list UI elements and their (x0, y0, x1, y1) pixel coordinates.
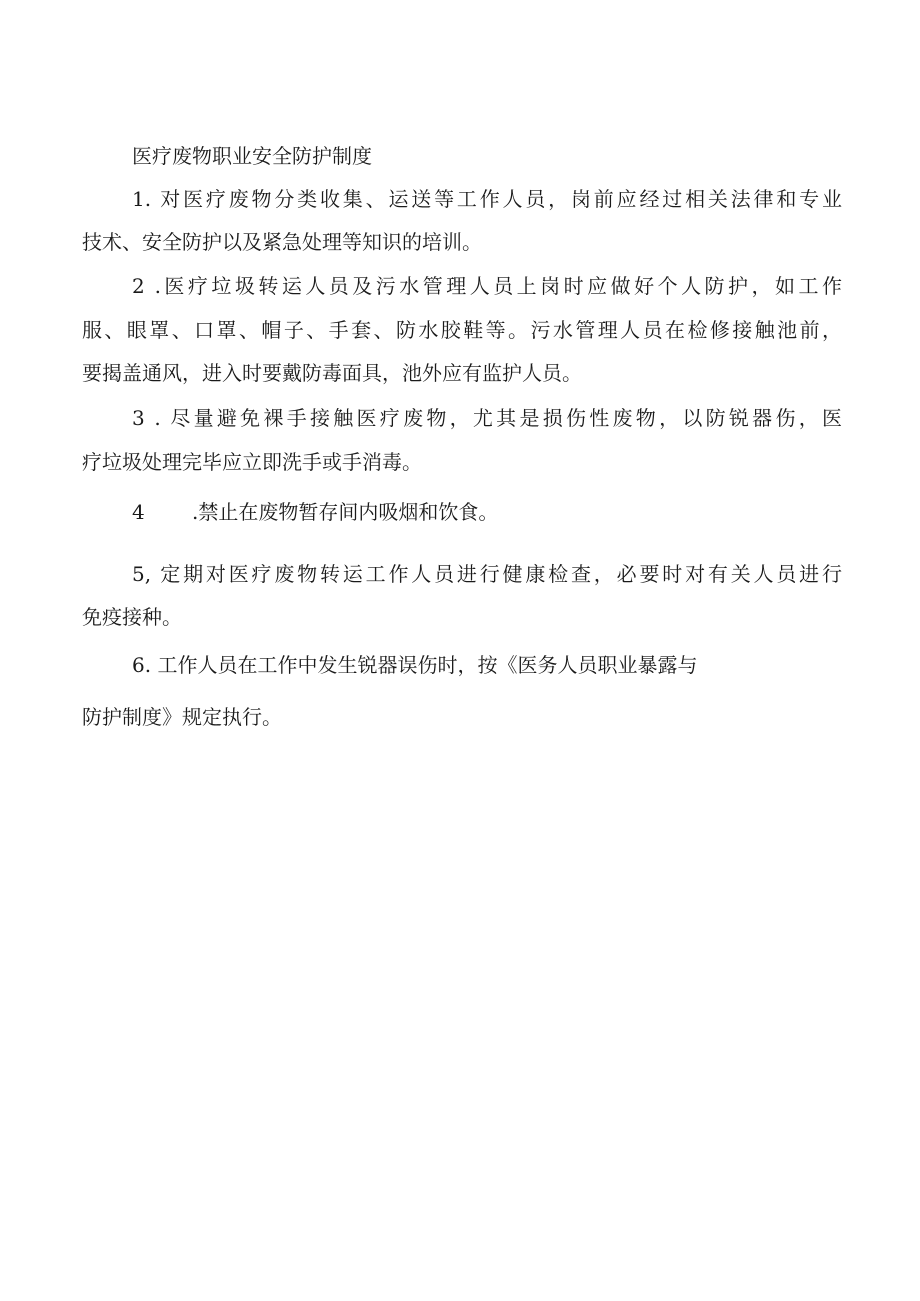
item-2-line-3: 要揭盖通风，进入时要戴防毒面具，池外应有监护人员。 (82, 361, 582, 385)
item-2-line-2: 服、眼罩、口罩、帽子、手套、防水胶鞋等。污水管理人员在检修接触池前， (82, 318, 842, 342)
item-5-line-1: 5, 定期对医疗废物转运工作人员进行健康检查，必要时对有关人员进行 (132, 562, 842, 586)
item-2-line-1: 2 .医疗垃圾转运人员及污水管理人员上岗时应做好个人防护，如工作 (132, 274, 842, 298)
item-4-line (132, 497, 842, 527)
document-title: 医疗废物职业安全防护制度 (132, 144, 372, 168)
item-1-line-2: 技术、安全防护以及紧急处理等知识的培训。 (82, 230, 482, 254)
item-4-number: 4 (132, 500, 145, 524)
item-6-line-1: 6. 工作人员在工作中发生锐器误伤时，按《医务人员职业暴露与 (132, 653, 698, 677)
item-6-line-2: 防护制度》规定执行。 (82, 705, 282, 729)
item-3-line-2: 疗垃圾处理完毕应立即洗手或手消毒。 (82, 450, 422, 474)
item-5-line-2: 免疫接种。 (82, 605, 182, 629)
item-3-line-1: 3 . 尽量避免裸手接触医疗废物，尤其是损伤性废物，以防锐器伤，医 (132, 406, 842, 430)
item-4-text: .禁止在废物暂存间内吸烟和饮食。 (192, 500, 499, 524)
item-1-line-1: 1. 对医疗废物分类收集、运送等工作人员，岗前应经过相关法律和专业 (132, 187, 842, 211)
